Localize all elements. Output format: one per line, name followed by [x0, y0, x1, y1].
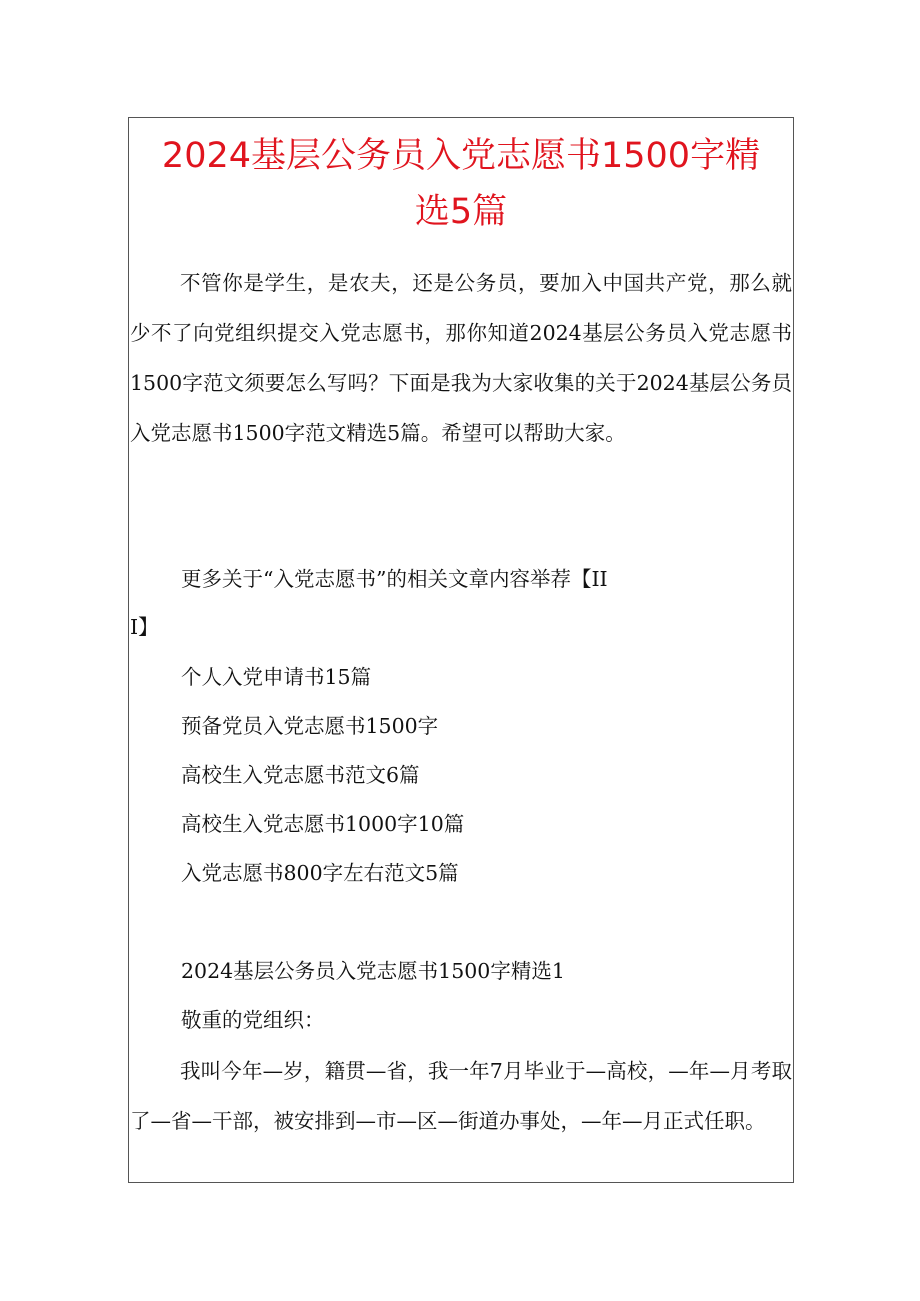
related-link-5[interactable]: 入党志愿书800字左右范文5篇	[181, 861, 459, 885]
document-title	[130, 128, 792, 240]
related-header-line-1: 更多关于“入党志愿书”的相关文章内容举荐【II	[181, 567, 608, 591]
related-link-4[interactable]: 高校生入党志愿书1000字10篇	[181, 812, 465, 836]
title-line-1: 2024基层公务员入党志愿书1500字精	[161, 136, 761, 176]
related-header-line-2: I】	[130, 615, 159, 639]
title-line-2: 选5篇	[414, 192, 508, 232]
related-link-2[interactable]: 预备党员入党志愿书1500字	[181, 714, 439, 738]
intro-paragraph: 不管你是学生，是农夫，还是公务员，要加入中国共产党，那么就少不了向党组织提交入党志愿书，那你知道2024基层公务员入党志愿书1500字范文须要怎么写吗？下面是我为大家收集的关于2024基层公务员入党志愿书1500字范文精选5篇。希望可以帮助大家。	[130, 271, 792, 445]
section-heading: 2024基层公务员入党志愿书1500字精选1	[181, 959, 565, 983]
related-link-1[interactable]: 个人入党申请书15篇	[181, 665, 372, 689]
salutation: 敬重的党组织：	[181, 1008, 325, 1032]
body-paragraph: 我叫今年—岁，籍贯—省，我一年7月毕业于—高校，—年—月考取了—省—干部，被安排到—市—区—街道办事处，—年—月正式任职。	[130, 1059, 792, 1133]
related-link-3[interactable]: 高校生入党志愿书范文6篇	[181, 763, 420, 787]
